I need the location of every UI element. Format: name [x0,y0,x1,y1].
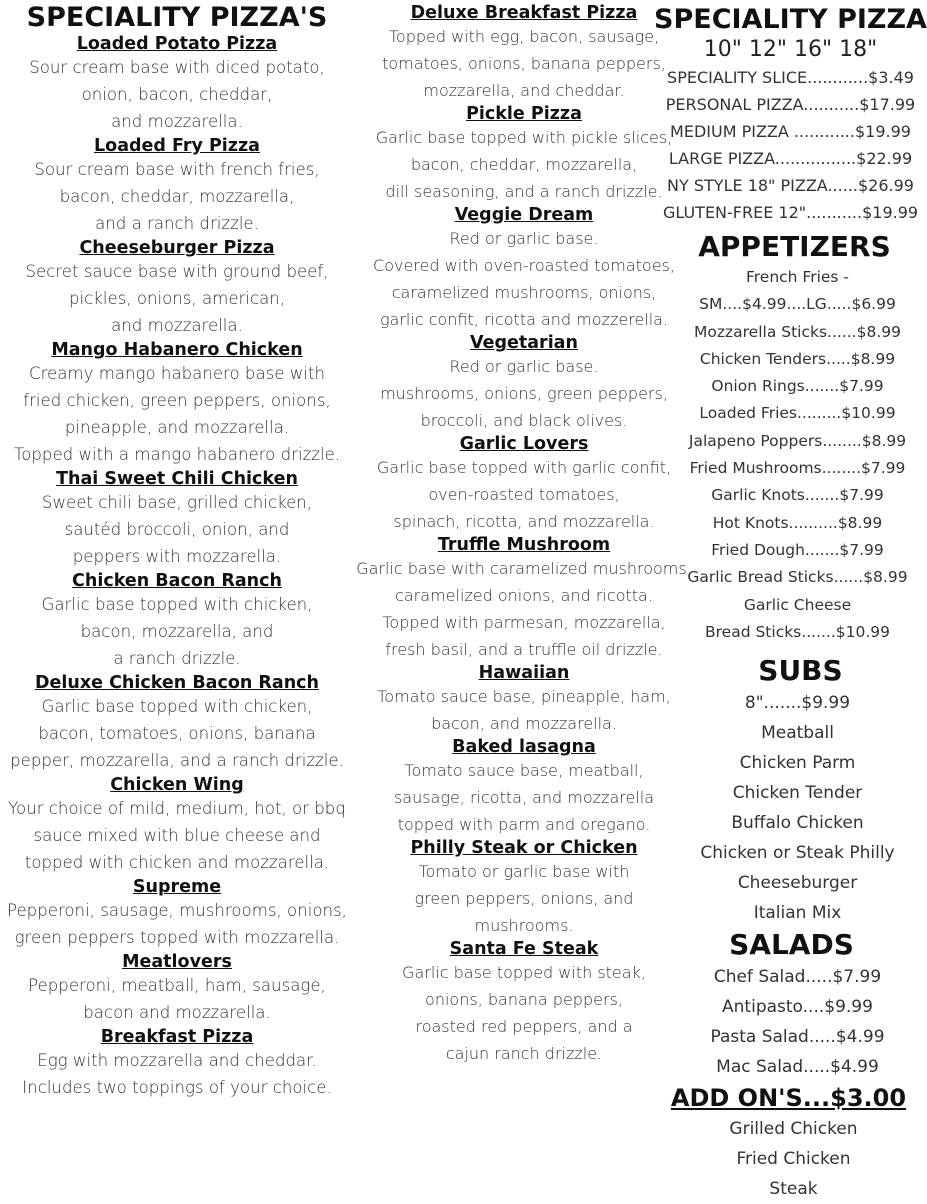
menu-item-description-line: caramelized onions, and ricotta. [395,586,653,605]
menu-item-description-line: bacon, and mozzarella. [431,714,617,733]
salad-item: Mac Salad.....$4.99 [716,1057,879,1078]
appetizer-line: Fried Dough.......$7.99 [711,540,884,559]
menu-item [0,340,354,468]
appetizer-line: Mozzarella Sticks......$8.99 [694,322,901,341]
menu-item-description-line: pepper, mozzarella, and a ranch drizzle. [10,751,344,770]
appetizer-line: Garlic Cheese [743,595,852,614]
menu-item [0,1027,354,1101]
menu-item-description-line: bacon, cheddar, mozzarella, [59,187,295,206]
menu-item-description-line: mushrooms, onions, green peppers, [380,384,668,403]
addons-heading: ADD ON'S...$3.00 [670,1084,907,1113]
specialty-pizzas-column [0,0,354,1101]
sub-item: Italian Mix [753,903,842,924]
salads-list [668,962,927,1082]
menu-item-description-line: Secret sauce base with ground beef, [25,262,329,281]
appetizers-heading: APPETIZERS [698,230,891,263]
menu-item-description-line: bacon, tomatoes, onions, banana [38,724,316,743]
menu-item-description-line: onions, banana peppers, [425,990,623,1009]
menu-item-description-line: garlic confit, ricotta and mozzerella. [379,310,669,329]
menu-item-description-line: sausage, ricotta, and mozzarella [393,788,655,807]
menu-item-title: Hawaiian [478,663,570,683]
menu-item-description-line: pickles, onions, american, [68,289,286,308]
menu-item-description-line: Garlic base with caramelized mushrooms, [356,559,692,578]
menu-item-title: Chicken Wing [110,775,244,795]
menu-item-title: Pickle Pizza [466,104,582,124]
pizza-price-line: MEDIUM PIZZA ............$19.99 [670,122,911,141]
menu-item-title: Mango Habanero Chicken [51,340,303,360]
menu-item-description-line: Sour cream base with diced potato, [29,58,325,77]
appetizer-line: French Fries - [745,268,850,286]
menu-item-description-line: Topped with parmesan, mozzarella, [382,613,666,632]
menu-item-title: Philly Steak or Chicken [410,838,638,858]
appetizers-list [668,264,927,646]
addon-item: Grilled Chicken [729,1119,858,1140]
salad-item: Pasta Salad.....$4.99 [710,1027,885,1048]
menu-item [0,238,354,339]
menu-item-description-line: Garlic base topped with pickle slices, [375,128,673,147]
menu-item-description-line: Covered with oven-roasted tomatoes, [373,256,675,275]
menu-item-description-line: Creamy mango habanero base with [29,364,325,383]
menu-item-description-line: onion, bacon, cheddar, [81,85,273,104]
menu-item-title: Deluxe Chicken Bacon Ranch [34,673,320,693]
menu-item-description-line: and mozzarella. [111,316,243,335]
menu-item-description-line: Sour cream base with french fries, [34,160,320,179]
appetizer-line: Loaded Fries.........$10.99 [699,404,896,423]
menu-item-description-line: bacon and mozzarella. [83,1003,271,1022]
subs-price: 8".......$9.99 [744,693,851,714]
specialty-pizza-prices-heading: SPECIALITY PIZZA [654,4,927,35]
menu-item-description-line: Pepperoni, meatball, ham, sausage, [28,976,326,995]
menu-item-description-line: pineapple, and mozzarella. [64,418,290,437]
sub-item: Chicken Parm [739,753,856,774]
menu-item-description-line: Garlic base topped with chicken, [41,595,313,614]
menu-item-description-line: mushrooms. [474,916,574,935]
pizza-sizes: 10" 12" 16" 18" [703,37,878,62]
menu-item-description-line: and mozzarella. [111,112,243,131]
menu-item-description-line: bacon, mozzarella, and [80,622,274,641]
specialty-pizza-list [0,34,354,1101]
menu-item-title: Thai Sweet Chili Chicken [56,469,298,489]
menu-item-description-line: spinach, ricotta, and mozzarella. [393,512,655,531]
menu-item-title: Deluxe Breakfast Pizza [410,3,638,23]
menu-item-title: Veggie Dream [454,205,594,225]
menu-item-description-line: topped with chicken and mozzarella. [24,853,330,872]
pizza-price-line: LARGE PIZZA................$22.99 [668,149,913,168]
menu-item-title: Loaded Fry Pizza [94,136,260,156]
subs-list [668,718,927,928]
menu-item-description-line: oven-roasted tomatoes, [428,485,620,504]
menu-item [0,877,354,951]
appetizer-line: Garlic Bread Sticks......$8.99 [687,568,908,587]
menu-item-description-line: fresh basil, and a truffle oil drizzle. [385,640,663,659]
menu-item-title: Baked lasagna [452,737,596,757]
salads-heading: SALADS [729,928,854,962]
menu-item-description-line: caramelized mushrooms, onions, [391,283,657,302]
salad-item: Antipasto....$9.99 [722,997,873,1018]
menu-item-title: Truffle Mushroom [437,535,611,555]
menu-item-description-line: mozzarella, and cheddar. [423,81,625,100]
menu-item-description-line: and a ranch drizzle. [95,214,259,233]
salad-item: Chef Salad.....$7.99 [713,967,882,988]
menu-item-description-line: Tomato or garlic base with [418,862,630,881]
menu-item-description-line: Tomato sauce base, pineapple, ham, [377,687,671,706]
menu-item-title: Santa Fe Steak [449,939,599,959]
menu-item-title: Meatlovers [122,952,232,972]
menu-item-description-line: roasted red peppers, and a [415,1017,633,1036]
menu-item-description-line: bacon, cheddar, mozzarella, [410,155,638,174]
pizza-price-line: PERSONAL PIZZA...........$17.99 [665,95,916,114]
addons-list [660,1114,927,1204]
appetizer-line: Fried Mushrooms........$7.99 [689,459,906,478]
menu-item [0,775,354,876]
menu-item-description-line: Garlic base topped with chicken, [41,697,313,716]
menu-item [0,34,354,135]
appetizer-line: Garlic Knots.......$7.99 [711,486,884,505]
menu-item-description-line: Topped with egg, bacon, sausage, [388,27,660,46]
sub-item: Cheeseburger [737,873,858,894]
addon-item: Steak [769,1179,818,1200]
appetizer-line: Hot Knots..........$8.99 [712,513,883,532]
menu-item [0,136,354,237]
pizza-price-line: NY STYLE 18" PIZZA......$26.99 [667,176,914,195]
pizza-price-list [654,64,927,226]
menu-item-description-line: a ranch drizzle. [113,649,241,668]
appetizer-line: Chicken Tenders.....$8.99 [699,349,896,368]
appetizer-line: Bread Sticks.......$10.99 [705,622,890,641]
menu-item-description-line: cajun ranch drizzle. [445,1044,603,1063]
menu-item-description-line: Topped with a mango habanero drizzle. [13,445,341,464]
menu-item-description-line: Red or garlic base. [449,357,599,376]
menu-item-description-line: Your choice of mild, medium, hot, or bbq [8,799,346,818]
appetizer-line: SM....$4.99....LG.....$6.99 [699,295,896,314]
menu-item-description-line: topped with parm and oregano. [397,815,651,834]
menu-item [0,952,354,1026]
addon-item: Fried Chicken [736,1149,851,1170]
menu-item-description-line: Pepperoni, sausage, mushrooms, onions, [7,901,347,920]
appetizer-line: Jalapeno Poppers........$8.99 [688,431,907,450]
menu-item-title: Breakfast Pizza [100,1027,254,1047]
menu-item-description-line: dill seasoning, and a ranch drizzle. [385,182,663,201]
menu-item-description-line: Garlic base topped with steak, [402,963,646,982]
sub-item: Chicken Tender [732,783,863,804]
menu-item-description-line: peppers with mozzarella. [72,547,282,566]
menu-item [0,673,354,774]
menu-item-description-line: fried chicken, green peppers, onions, [23,391,331,410]
prices-column [654,0,927,1204]
subs-heading: SUBS [758,654,843,688]
pizza-price-line: GLUTEN-FREE 12"...........$19.99 [662,203,919,222]
specialty-pizzas-heading: SPECIALITY PIZZA'S [26,2,328,33]
sub-item: Buffalo Chicken [731,813,864,834]
menu-item-description-line: Red or garlic base. [449,229,599,248]
appetizer-line: Onion Rings.......$7.99 [711,377,884,396]
menu-item [0,571,354,672]
menu-item-title: Chicken Bacon Ranch [72,571,282,591]
menu-item [0,469,354,570]
menu-item-description-line: green peppers, onions, and [414,889,634,908]
menu-item-description-line: tomatoes, onions, banana peppers, [382,54,666,73]
menu-item-description-line: Egg with mozzarella and cheddar. [37,1051,317,1070]
menu-item-description-line: Sweet chili base, grilled chicken, [41,493,313,512]
menu-item-title: Vegetarian [470,333,578,353]
menu-item-title: Loaded Potato Pizza [76,34,278,54]
menu-item-description-line: broccoli, and black olives. [420,411,628,430]
menu-item-description-line: sauce mixed with blue cheese and [33,826,321,845]
pizza-price-line: SPECIALITY SLICE............$3.49 [667,68,914,87]
sub-item: Chicken or Steak Philly [700,843,895,864]
menu-item-description-line: sautéd broccoli, onion, and [64,520,290,539]
menu-item-description-line: green peppers topped with mozzarella. [14,928,340,947]
menu-item-description-line: Garlic base topped with garlic confit, [376,458,672,477]
menu-item-title: Cheeseburger Pizza [79,238,275,258]
sub-item: Meatball [761,723,834,744]
menu-item-title: Garlic Lovers [459,434,589,454]
menu-item-title: Supreme [132,877,222,897]
menu-item-description-line: Tomato sauce base, meatball, [404,761,644,780]
menu-item-description-line: Includes two toppings of your choice. [22,1078,332,1097]
